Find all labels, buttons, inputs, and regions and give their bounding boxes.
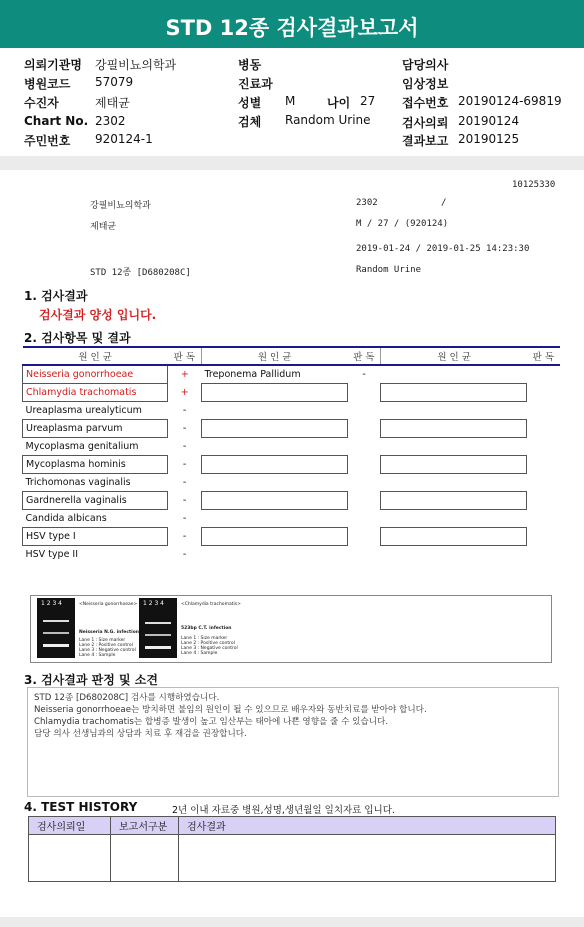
dept-label: 진료과 — [238, 77, 273, 91]
organism-name: HSV type II — [25, 549, 79, 560]
history-cell — [29, 835, 111, 882]
empty-cell — [527, 438, 560, 456]
empty-cell — [527, 474, 560, 492]
organism-result: - — [182, 513, 187, 524]
col-judge-1: 판 독 — [168, 347, 202, 365]
organism-result: - — [182, 423, 187, 434]
empty-cell — [527, 402, 560, 420]
specimen-label: 검체 — [238, 115, 262, 129]
history-cell — [179, 835, 556, 882]
history-col-date: 검사의뢰일 — [29, 817, 111, 835]
col-judge-2: 판 독 — [347, 347, 381, 365]
empty-cell — [201, 402, 347, 420]
interpretation-line: STD 12종 [D680208C] 검사를 시행하였습니다. — [34, 693, 220, 703]
gel-left: 1 2 3 4 — [37, 598, 75, 658]
empty-cell — [381, 384, 527, 402]
empty-cell — [201, 510, 347, 528]
empty-cell — [201, 438, 347, 456]
empty-cell — [347, 420, 381, 438]
result-row — [23, 510, 561, 528]
empty-cell — [381, 420, 527, 438]
organism-result: - — [182, 441, 187, 452]
col-organism-3: 원 인 균 — [381, 347, 527, 365]
footer-band — [0, 917, 584, 927]
organism-result: - — [182, 405, 187, 416]
empty-cell — [381, 402, 527, 420]
col-judge-3: 판 독 — [527, 347, 560, 365]
print-patient: 제태균 — [90, 222, 117, 232]
hospital-label: 의뢰기관명 — [24, 58, 82, 72]
result-row — [23, 438, 561, 456]
empty-cell — [527, 420, 560, 438]
interpretation-box — [27, 687, 559, 797]
print-specimen: Random Urine — [356, 265, 422, 275]
empty-cell — [347, 528, 381, 546]
result-row — [23, 528, 561, 546]
organism-name: Neisseria gonorrhoeae — [23, 365, 168, 384]
result-row — [23, 492, 561, 510]
empty-cell — [347, 384, 381, 402]
empty-cell — [347, 546, 381, 564]
empty-cell — [527, 365, 560, 384]
section2-title: 2. 검사항목 및 결과 — [24, 331, 131, 345]
organism-name: Ureaplasma parvum — [23, 420, 168, 438]
specimen-value: Random Urine — [285, 113, 371, 127]
chart-label: Chart No. — [24, 114, 89, 128]
section1-title: 1. 검사결과 — [24, 289, 88, 303]
results-table — [22, 346, 560, 563]
empty-cell — [381, 474, 527, 492]
empty-cell — [201, 492, 347, 510]
organism-name: Ureaplasma urealyticum — [25, 405, 142, 416]
gel-electrophoresis-image: 1 2 3 4 <Neisseria gonorrhoeae> Neisseria N.G. infection Lane 1 : Size marker Lane 2 : Positive control Lane 3 : Negative control Lane 4 : Sample 1 2 3 4 <Chlamydia trachomatis> 523bp C.T. infection Lane 1 : Size marker Lane 2 : Positive control Lane 3 : Negative control Lane 4 : Sample — [30, 595, 552, 663]
code-value: 57079 — [95, 75, 134, 89]
id-label: 주민번호 — [24, 134, 71, 148]
organism-result: + — [180, 369, 189, 381]
organism-result: + — [180, 387, 189, 398]
print-test: STD 12종 [D680208C] — [90, 268, 191, 278]
organism-result: - — [182, 531, 187, 542]
patient-label: 수진자 — [24, 96, 59, 110]
col-organism-1: 원 인 균 — [23, 347, 168, 365]
empty-cell — [347, 402, 381, 420]
history-table — [28, 816, 556, 882]
empty-cell — [201, 420, 347, 438]
organism-name: Candida albicans — [25, 513, 107, 524]
organism-result: - — [182, 477, 187, 488]
patient-value: 제태균 — [95, 96, 130, 110]
gel-left-title: <Neisseria gonorrhoeae> — [79, 602, 138, 607]
ward-label: 병동 — [238, 58, 262, 72]
result-row — [23, 546, 561, 564]
interpretation-line: 담당 의사 선생님과의 상담과 치료 후 재검을 권장합니다. — [34, 729, 247, 739]
report-value: 20190125 — [458, 132, 520, 146]
receipt-value: 20190124-69819 — [458, 94, 562, 108]
report-label: 결과보고 — [402, 134, 449, 148]
result-row — [23, 474, 561, 492]
result-row — [23, 402, 561, 420]
organism-name: Trichomonas vaginalis — [25, 477, 131, 488]
result-row — [23, 384, 561, 402]
gel-left-band: Neisseria N.G. infection — [79, 630, 139, 635]
empty-cell — [381, 528, 527, 546]
empty-cell — [381, 510, 527, 528]
empty-cell — [201, 474, 347, 492]
sex-label: 성별 — [238, 96, 262, 110]
col-organism-2: 원 인 균 — [201, 347, 347, 365]
organism-name: Gardnerella vaginalis — [23, 492, 168, 510]
interpretation-line: Neisseria gonorrhoeae는 방치하면 불임의 원인이 될 수 있으므로 배우자와 동반치료를 받아야 합니다. — [34, 705, 427, 715]
id-value: 920124-1 — [95, 132, 153, 146]
empty-cell — [381, 456, 527, 474]
clinical-label: 임상정보 — [402, 77, 449, 91]
organism-name: Mycoplasma genitalium — [25, 441, 139, 452]
print-dates: 2019-01-24 / 2019-01-25 14:23:30 — [356, 244, 530, 254]
result-row — [23, 365, 561, 384]
history-cell — [111, 835, 179, 882]
age-label: 나이 — [327, 96, 351, 110]
sex-value: M — [285, 94, 296, 108]
positive-result: 검사결과 양성 입니다. — [39, 308, 157, 322]
empty-cell — [527, 528, 560, 546]
print-sex-age: M / 27 / (920124) — [356, 219, 449, 229]
report-title: STD 12종 검사결과보고서 — [0, 0, 584, 48]
request-label: 검사의뢰 — [402, 116, 449, 130]
organism-result: - — [182, 495, 187, 506]
section4-title: 4. TEST HISTORY — [24, 800, 138, 814]
empty-cell — [347, 438, 381, 456]
gel-right-title: <Chlamydia trachomatis> — [181, 602, 241, 607]
receipt-label: 접수번호 — [402, 96, 449, 110]
empty-cell — [381, 546, 527, 564]
result-row — [23, 456, 561, 474]
print-chart: 2302 — [356, 198, 378, 208]
empty-cell — [381, 492, 527, 510]
empty-cell — [347, 474, 381, 492]
request-value: 20190124 — [458, 114, 520, 128]
organism-result: - — [362, 369, 366, 381]
empty-cell — [527, 492, 560, 510]
organism-name: HSV type I — [23, 528, 168, 546]
empty-cell — [201, 546, 347, 564]
empty-cell — [347, 492, 381, 510]
empty-cell — [381, 438, 527, 456]
print-slash: / — [441, 198, 447, 208]
organism-name: Treponema Pallidum — [204, 369, 301, 380]
organism-name: Chlamydia trachomatis — [23, 384, 168, 402]
age-value: 27 — [360, 94, 376, 108]
organism-result: - — [182, 548, 187, 560]
hospital-value: 강필비뇨의학과 — [95, 58, 177, 72]
organism-name: Mycoplasma hominis — [23, 456, 168, 474]
history-col-type: 보고서구분 — [111, 817, 179, 835]
empty-cell — [527, 546, 560, 564]
history-col-result: 검사결과 — [179, 817, 556, 835]
interpretation-line: Chlamydia trachomatis는 합병증 발생이 높고 임산부는 태아에 나쁜 영향을 줄 수 있습니다. — [34, 717, 389, 727]
empty-cell — [527, 456, 560, 474]
print-hospital: 강필비뇨의학과 — [90, 201, 151, 211]
empty-cell — [381, 365, 527, 384]
chart-value: 2302 — [95, 114, 126, 128]
empty-cell — [201, 456, 347, 474]
section3-title: 3. 검사결과 판정 및 소견 — [24, 673, 158, 687]
doctor-label: 담당의사 — [402, 58, 449, 72]
empty-cell — [527, 384, 560, 402]
code-label: 병원코드 — [24, 77, 71, 91]
empty-cell — [347, 510, 381, 528]
print-number: 10125330 — [512, 180, 556, 190]
empty-cell — [347, 456, 381, 474]
history-note: 2년 이내 자료중 병원,성명,생년월일 일치자료 입니다. — [172, 805, 395, 816]
empty-cell — [201, 528, 347, 546]
organism-result: - — [182, 459, 187, 470]
empty-cell — [201, 384, 347, 402]
empty-cell — [527, 510, 560, 528]
gel-right-band: 523bp C.T. infection — [181, 626, 232, 631]
result-row — [23, 420, 561, 438]
gel-right: 1 2 3 4 — [139, 598, 177, 658]
separator-band — [0, 156, 584, 170]
